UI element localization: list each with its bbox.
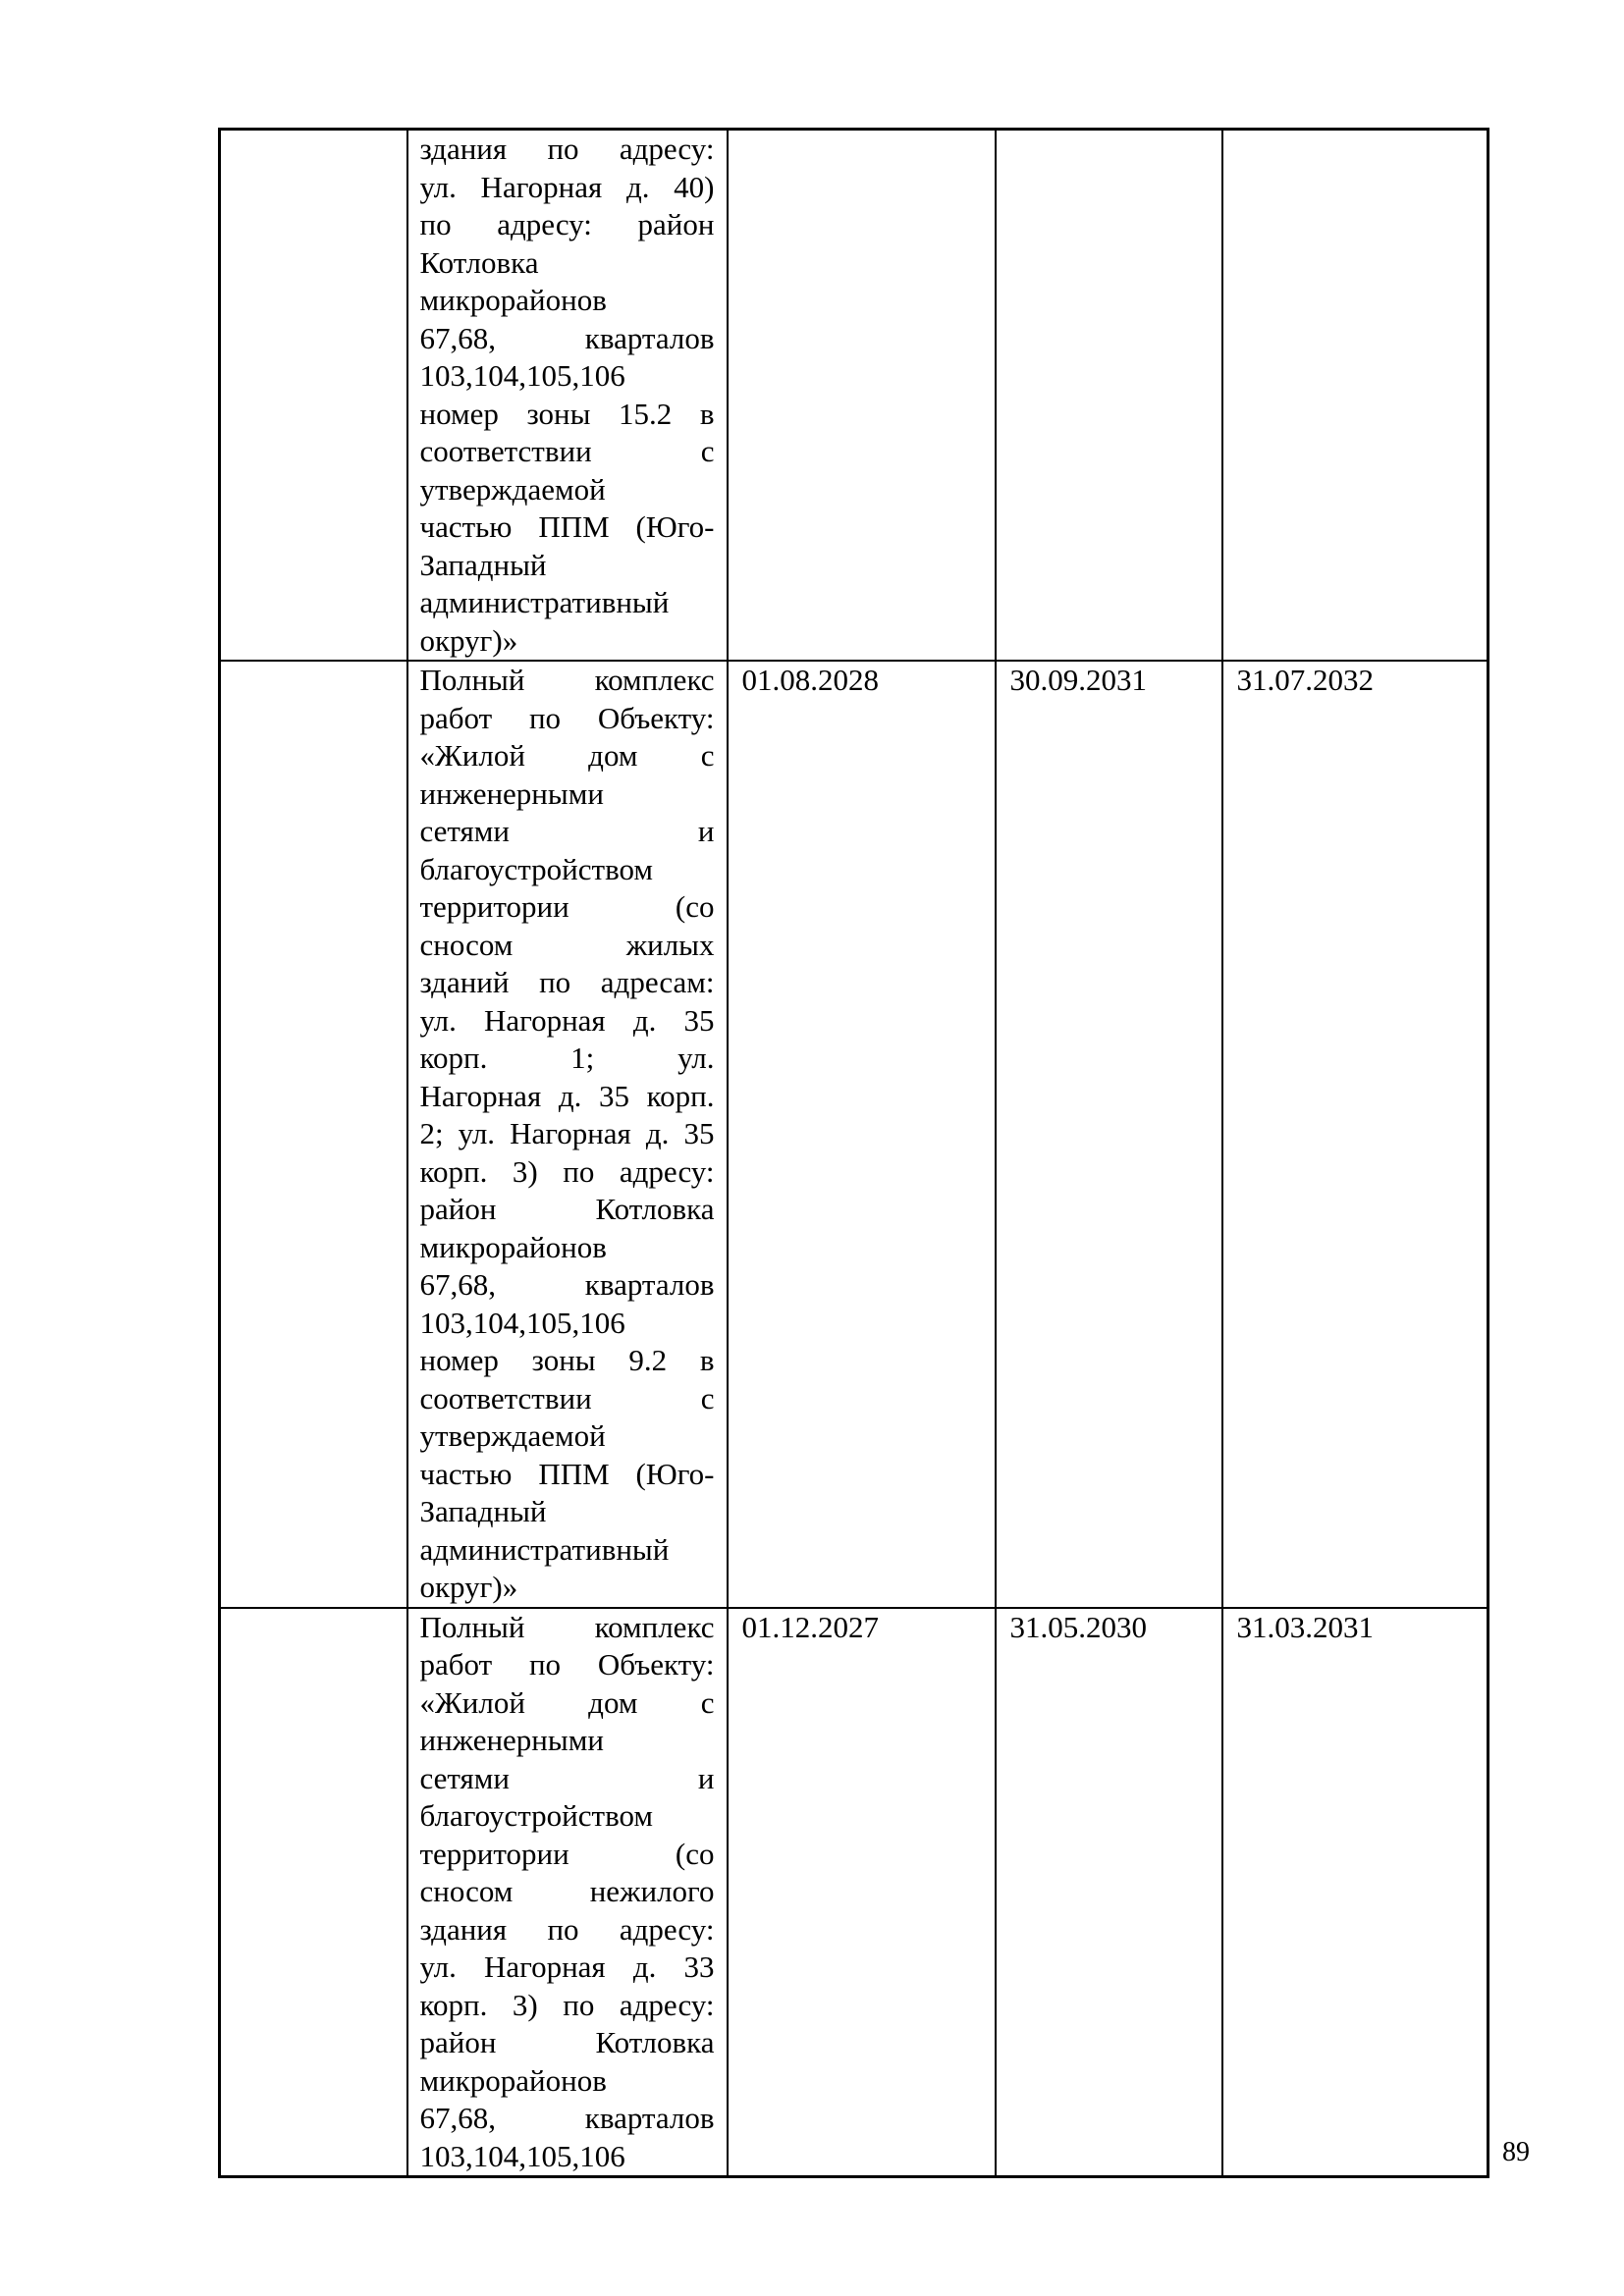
description-line: утверждаемой: [419, 1418, 606, 1453]
description-line: 103,104,105,106: [419, 1305, 625, 1340]
description-line: инженерными: [419, 1723, 604, 1757]
description-line: 103,104,105,106: [419, 2138, 625, 2173]
description-line: округ)»: [419, 622, 518, 658]
table-row: [220, 130, 1489, 662]
description-line: 67,68, кварталов: [419, 1267, 715, 1302]
description-line: номер зоны 9.2 в: [419, 1343, 715, 1377]
schedule-table: [218, 128, 1489, 2178]
description-line: сетями и: [419, 1760, 715, 1795]
description-line: «Жилой дом с: [419, 1684, 715, 1720]
description-line: корп. 3) по адресу:: [419, 1987, 715, 2022]
description-line: микрорайонов: [419, 2062, 607, 2098]
description-line: микрорайонов: [419, 283, 607, 317]
description-line: работ по Объекту:: [419, 700, 715, 735]
end-date: 31.03.2031: [1236, 1609, 1374, 1644]
mid-date-cell: [996, 661, 1222, 1608]
row-label-cell: [220, 1608, 407, 2177]
description-line: сетями и: [419, 814, 715, 848]
description-line: частью ППМ (Юго-: [419, 1456, 715, 1491]
mid-date: 30.09.2031: [1009, 663, 1147, 697]
mid-date-cell: [996, 130, 1222, 662]
end-date-cell: [1222, 661, 1489, 1608]
description-line: благоустройством: [419, 851, 654, 886]
description-line: округ)»: [419, 1570, 518, 1604]
end-date: 31.07.2032: [1236, 663, 1374, 697]
table-row: [220, 1608, 1489, 2177]
description-line: Западный: [419, 1494, 547, 1528]
description-cell: [407, 130, 728, 662]
description-line: административный: [419, 1531, 670, 1567]
description-line: 67,68, кварталов: [419, 2101, 715, 2135]
description-line: частью ППМ (Юго-: [419, 509, 715, 544]
description-line: 103,104,105,106: [419, 358, 625, 393]
description-line: ул. Нагорная д. 40): [419, 169, 715, 204]
description-line: территории (со: [419, 1836, 715, 1871]
end-date-cell: [1222, 130, 1489, 662]
row-label-cell: [220, 130, 407, 662]
description-line: ул. Нагорная д. 35: [419, 1002, 715, 1038]
start-date-cell: [728, 130, 996, 662]
description-line: по адресу: район: [419, 207, 715, 241]
description-line: номер зоны 15.2 в: [419, 396, 715, 431]
start-date: 01.12.2027: [741, 1609, 879, 1644]
mid-date: 31.05.2030: [1009, 1609, 1147, 1644]
table-row: [220, 661, 1489, 1608]
description-line: «Жилой дом с: [419, 738, 715, 773]
description-line: соответствии с: [419, 434, 715, 468]
description-line: Полный комплекс: [419, 663, 715, 697]
description-line: инженерными: [419, 775, 604, 811]
description-line: сносом нежилого: [419, 1874, 715, 1908]
description-line: Западный: [419, 547, 547, 582]
description-line: соответствии с: [419, 1380, 715, 1415]
description-line: административный: [419, 585, 670, 619]
description-line: микрорайонов: [419, 1229, 607, 1264]
description-line: Котловка: [419, 244, 539, 280]
start-date-cell: [728, 661, 996, 1608]
page-number: 89: [1502, 2137, 1530, 2167]
description-line: территории (со: [419, 889, 715, 924]
description-line: здания по адресу:: [419, 1911, 715, 1947]
description-cell: [407, 1608, 728, 2177]
description-line: Полный комплекс: [419, 1609, 715, 1644]
description-line: утверждаемой: [419, 471, 606, 507]
description-cell: [407, 661, 728, 1608]
mid-date-cell: [996, 1608, 1222, 2177]
start-date-cell: [728, 1608, 996, 2177]
description-line: 2; ул. Нагорная д. 35: [419, 1116, 715, 1150]
end-date-cell: [1222, 1608, 1489, 2177]
description-line: Нагорная д. 35 корп.: [419, 1078, 715, 1113]
description-line: зданий по адресам:: [419, 965, 715, 999]
description-line: благоустройством: [419, 1798, 654, 1833]
description-line: сносом жилых: [419, 927, 715, 962]
description-line: работ по Объекту:: [419, 1647, 715, 1682]
description-line: корп. 3) по адресу:: [419, 1153, 715, 1189]
description-line: корп. 1; ул.: [419, 1041, 715, 1075]
description-line: 67,68, кварталов: [419, 320, 715, 355]
description-line: здания по адресу:: [419, 132, 715, 166]
start-date: 01.08.2028: [741, 663, 879, 697]
description-line: район Котловка: [419, 2025, 715, 2059]
description-line: район Котловка: [419, 1192, 715, 1226]
description-line: ул. Нагорная д. 33: [419, 1949, 715, 1984]
row-label-cell: [220, 661, 407, 1608]
